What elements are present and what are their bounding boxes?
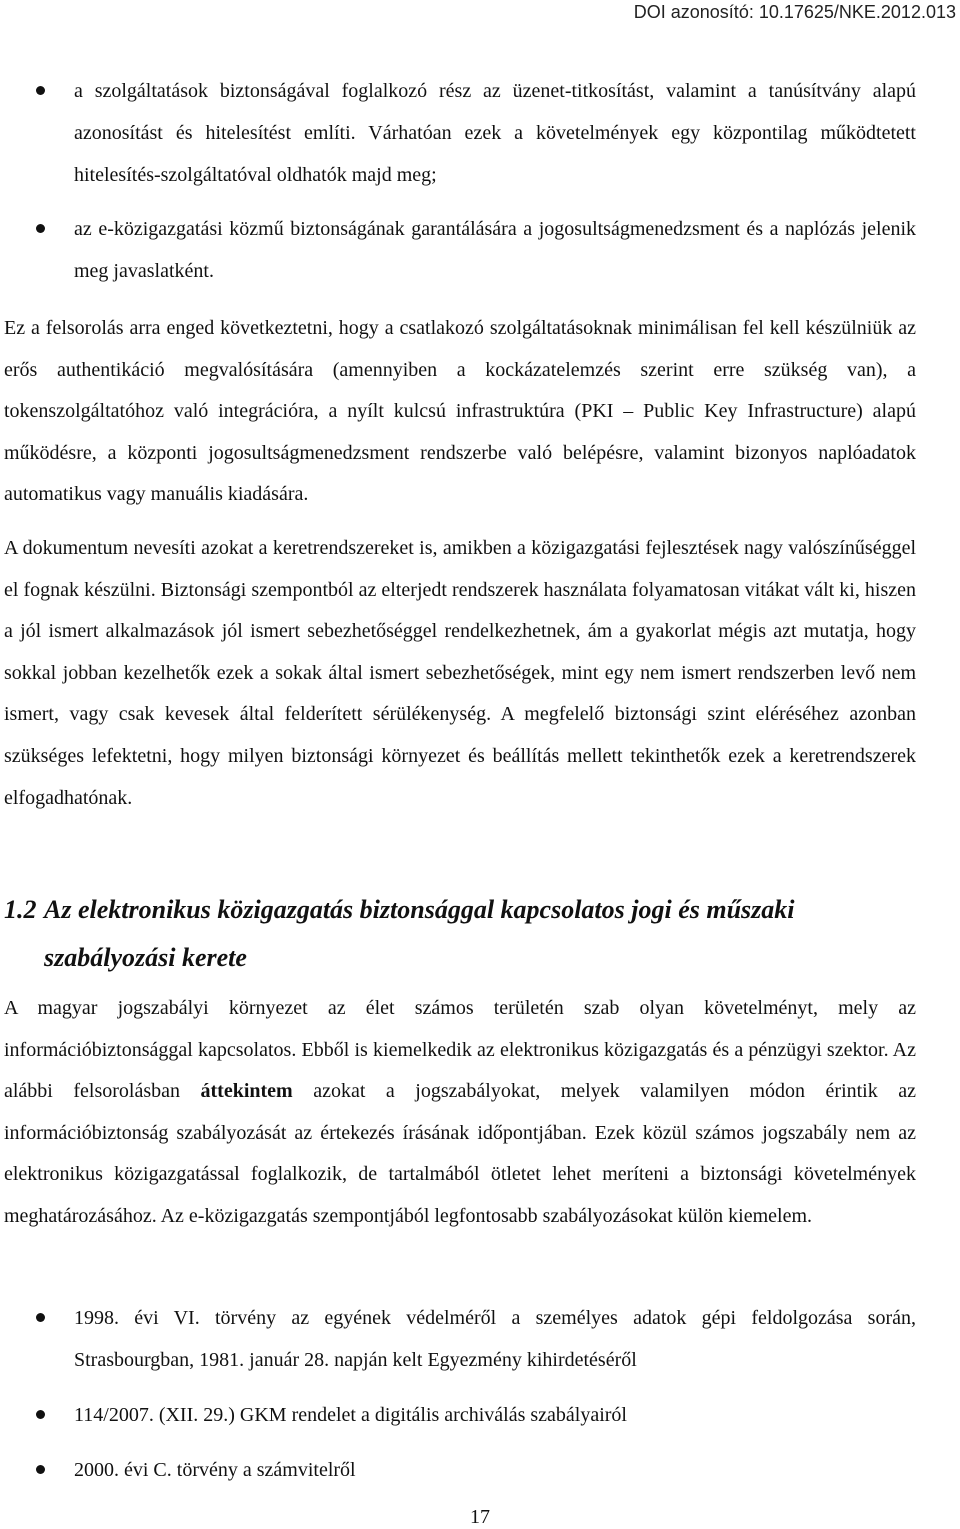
legislation-bullet-list — [0, 1297, 960, 1491]
list-item — [0, 70, 916, 196]
list-item-text: 114/2007. (XII. 29.) GKM rendelet a digitális archiválás szabályairól — [74, 1404, 627, 1426]
section-heading — [0, 886, 920, 982]
doi-identifier: DOI azonosító: 10.17625/NKE.2012.013 — [633, 2, 956, 22]
list-item-text: 1998. évi VI. törvény az egyének védelméről a személyes adatok gépi feldolgozása során, Strasbourgban, 1981. január 28. napján kelt Egyezmény kihirdetéséről — [74, 1307, 916, 1371]
page-number: 17 — [470, 1506, 490, 1528]
list-item — [0, 1394, 916, 1436]
section-title — [0, 886, 920, 982]
section-title-line-2: szabályozási kerete — [44, 943, 247, 972]
bullet-icon — [36, 224, 45, 233]
paragraph-frameworks: A dokumentum nevesíti azokat a keretrendszereket is, amikben a közigazgatási fejlesztések nagy valószínűséggel el fognak készülni. Biztonsági szempontból az elterjedt rendszerek használata folyamatosan vitákat vált ki, hiszen a jól ismert alkalmazások jól ismert sebezhetőséggel rendelkezhetnek, ám a gyakorlat mégis azt mutatja, hogy sokkal jobban kezelhetők ezek a sokak által ismert sebezhetőségek, mint egy nem ismert rendszerben levő nem ismert, vagy csak kevesek által felderített sérülékenység. A megfelelő biztonsági szint eléréséhez azonban szükséges lefektetni, hogy milyen biztonsági környezet és beállítás mellett tekinthetők ezek a keretrendszerek elfogadhatónak. — [4, 537, 916, 809]
bullet-icon — [36, 86, 45, 95]
bullet-icon — [36, 1313, 45, 1322]
list-item — [0, 1449, 916, 1491]
section-number: 1.2 — [4, 895, 37, 924]
paragraph-legal-environment — [4, 988, 916, 1238]
section-title-line-1: Az elektronikus közigazgatás biztonsággal kapcsolatos jogi és műszaki — [44, 895, 795, 924]
paragraph-text-end: azokat a jogszabályokat, melyek valamilyen módon érintik az információbiztonság szabályozását az értekezés írásának időpontjában. Ezek közül számos jogszabály nem az elektronikus közigazgatással foglalkozik, de tartalmából ötletet lehet meríteni a biztonsági követelmények meghatározásához. Az e-közigazgatás szempontjából legfontosabb szabályozásokat külön kiemelem. — [4, 1080, 916, 1227]
list-item — [0, 208, 916, 292]
list-item-text: 2000. évi C. törvény a számvitelről — [74, 1459, 356, 1481]
list-item-text: az e-közigazgatási közmű biztonságának garantálására a jogosultságmenedzsment és a naplózás jelenik meg javaslatként. — [74, 218, 916, 282]
list-item — [0, 1297, 916, 1381]
requirements-bullet-list — [0, 70, 960, 292]
bullet-icon — [36, 1465, 45, 1474]
bullet-icon — [36, 1410, 45, 1419]
paragraph-text-start: A magyar jogszabályi környezet az élet számos területén szab olyan követelményt, mely az információbiztonsággal kapcsolatos. Ebből is kiemelkedik az elektronikus közigazgatás és a pénzügyi szektor. Az alábbi felsorolásban — [4, 997, 916, 1103]
list-item-text: a szolgáltatások biztonságával foglalkozó rész az üzenet-titkosítást, valamint a tanúsítvány alapú azonosítást és hitelesítést említi. Várhatóan ezek a követelmények egy központilag működtetett hitelesítés-szolgáltatóval oldhatók majd meg; — [74, 80, 916, 186]
paragraph-conclusion: Ez a felsorolás arra enged következtetni, hogy a csatlakozó szolgáltatásoknak minimálisan fel kell készülniük az erős authentikáció megvalósítására (amennyiben a kockázatelemzés szerint erre szükség van), a tokenszolgáltatóhoz való integrációra, a nyílt kulcsú infrastruktúra (PKI – Public Key Infrastructure) alapú működésre, a központi jogosultságmenedzsment rendszerbe való belépésre, valamint bizonyos naplóadatok automatikus vagy manuális kiadására. — [4, 317, 916, 506]
emphasized-word: áttekintem — [200, 1080, 293, 1103]
